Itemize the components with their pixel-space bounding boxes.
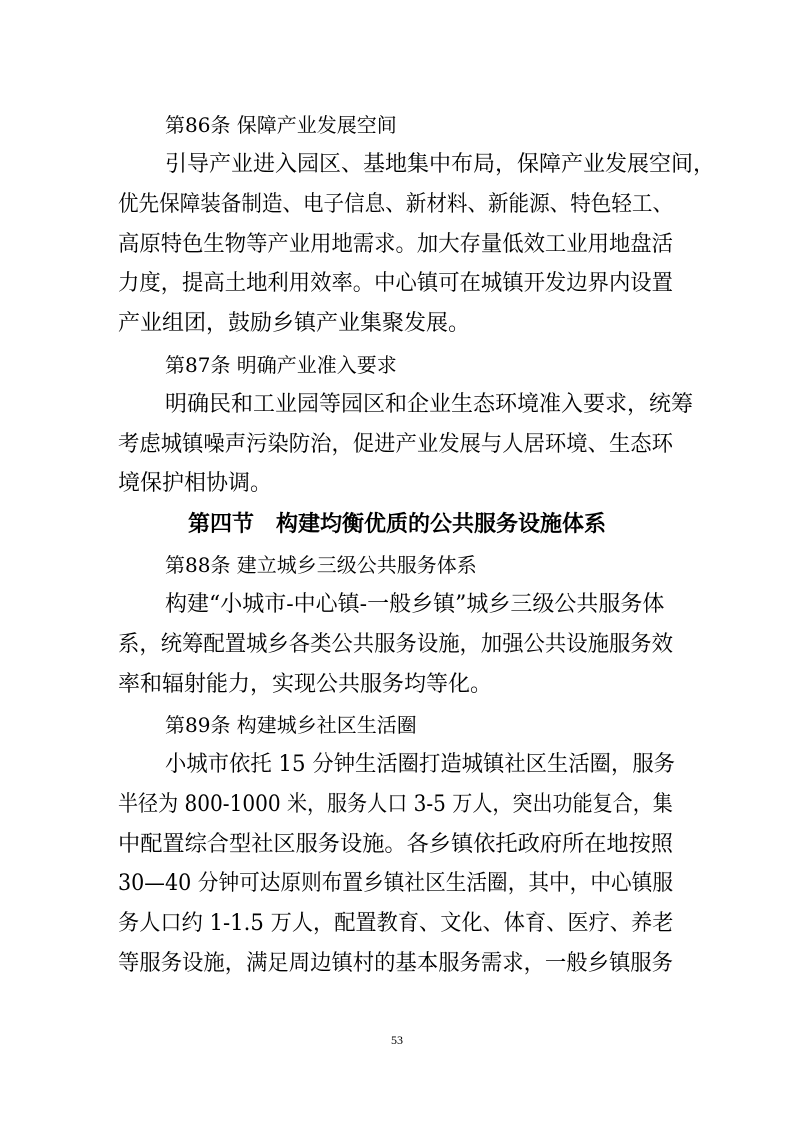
- article-89-paragraph-line: 等服务设施，满足周边镇村的基本服务需求，一般乡镇服务: [118, 951, 674, 976]
- article-87-paragraph-line: 考虑城镇噪声污染防治，促进产业发展与人居环境、生态环: [118, 432, 674, 457]
- article-86-paragraph-line: 力度，提高土地利用效率。中心镇可在城镇开发边界内设置: [118, 271, 674, 296]
- article-89-paragraph-line: 中配置综合型社区服务设施。各乡镇依托政府所在地按照: [118, 832, 674, 857]
- article-88-paragraph-line: 系，统筹配置城乡各类公共服务设施，加强公共设施服务效: [118, 632, 674, 657]
- article-86-paragraph-line: 引导产业进入园区、基地集中布局，保障产业发展空间，: [165, 152, 716, 177]
- article-87-paragraph-line: 境保护相协调。: [118, 471, 273, 496]
- article-89-paragraph-line: 30—40 分钟可达原则布置乡镇社区生活圈，其中，中心镇服: [118, 871, 673, 896]
- article-86-paragraph-line: 产业组团，鼓励乡镇产业集聚发展。: [118, 311, 471, 336]
- article-89-title: 第89条 构建城乡社区生活圈: [165, 713, 417, 737]
- section-4-heading: 第四节 构建均衡优质的公共服务设施体系: [188, 512, 607, 537]
- article-86-title: 第86条 保障产业发展空间: [165, 113, 397, 137]
- article-88-paragraph-line: 构建“小城市-中心镇-一般乡镇”城乡三级公共服务体: [165, 592, 665, 617]
- article-88-paragraph-line: 率和辐射能力，实现公共服务均等化。: [118, 672, 493, 697]
- article-88-title: 第88条 建立城乡三级公共服务体系: [165, 553, 477, 577]
- article-89-paragraph-line: 小城市依托 15 分钟生活圈打造城镇社区生活圈，服务: [165, 752, 675, 777]
- article-86-paragraph-line: 高原特色生物等产业用地需求。加大存量低效工业用地盘活: [118, 232, 674, 257]
- article-87-title: 第87条 明确产业准入要求: [165, 353, 397, 377]
- article-86-paragraph-line: 优先保障装备制造、电子信息、新材料、新能源、特色轻工、: [118, 192, 674, 217]
- page-number: 53: [391, 1033, 403, 1047]
- article-89-paragraph-line: 半径为 800-1000 米，服务人口 3-5 万人，突出功能复合，集: [118, 792, 673, 817]
- article-87-paragraph-line: 明确民和工业园等园区和企业生态环境准入要求，统筹: [165, 392, 694, 417]
- article-89-paragraph-line: 务人口约 1-1.5 万人，配置教育、文化、体育、医疗、养老: [118, 911, 674, 936]
